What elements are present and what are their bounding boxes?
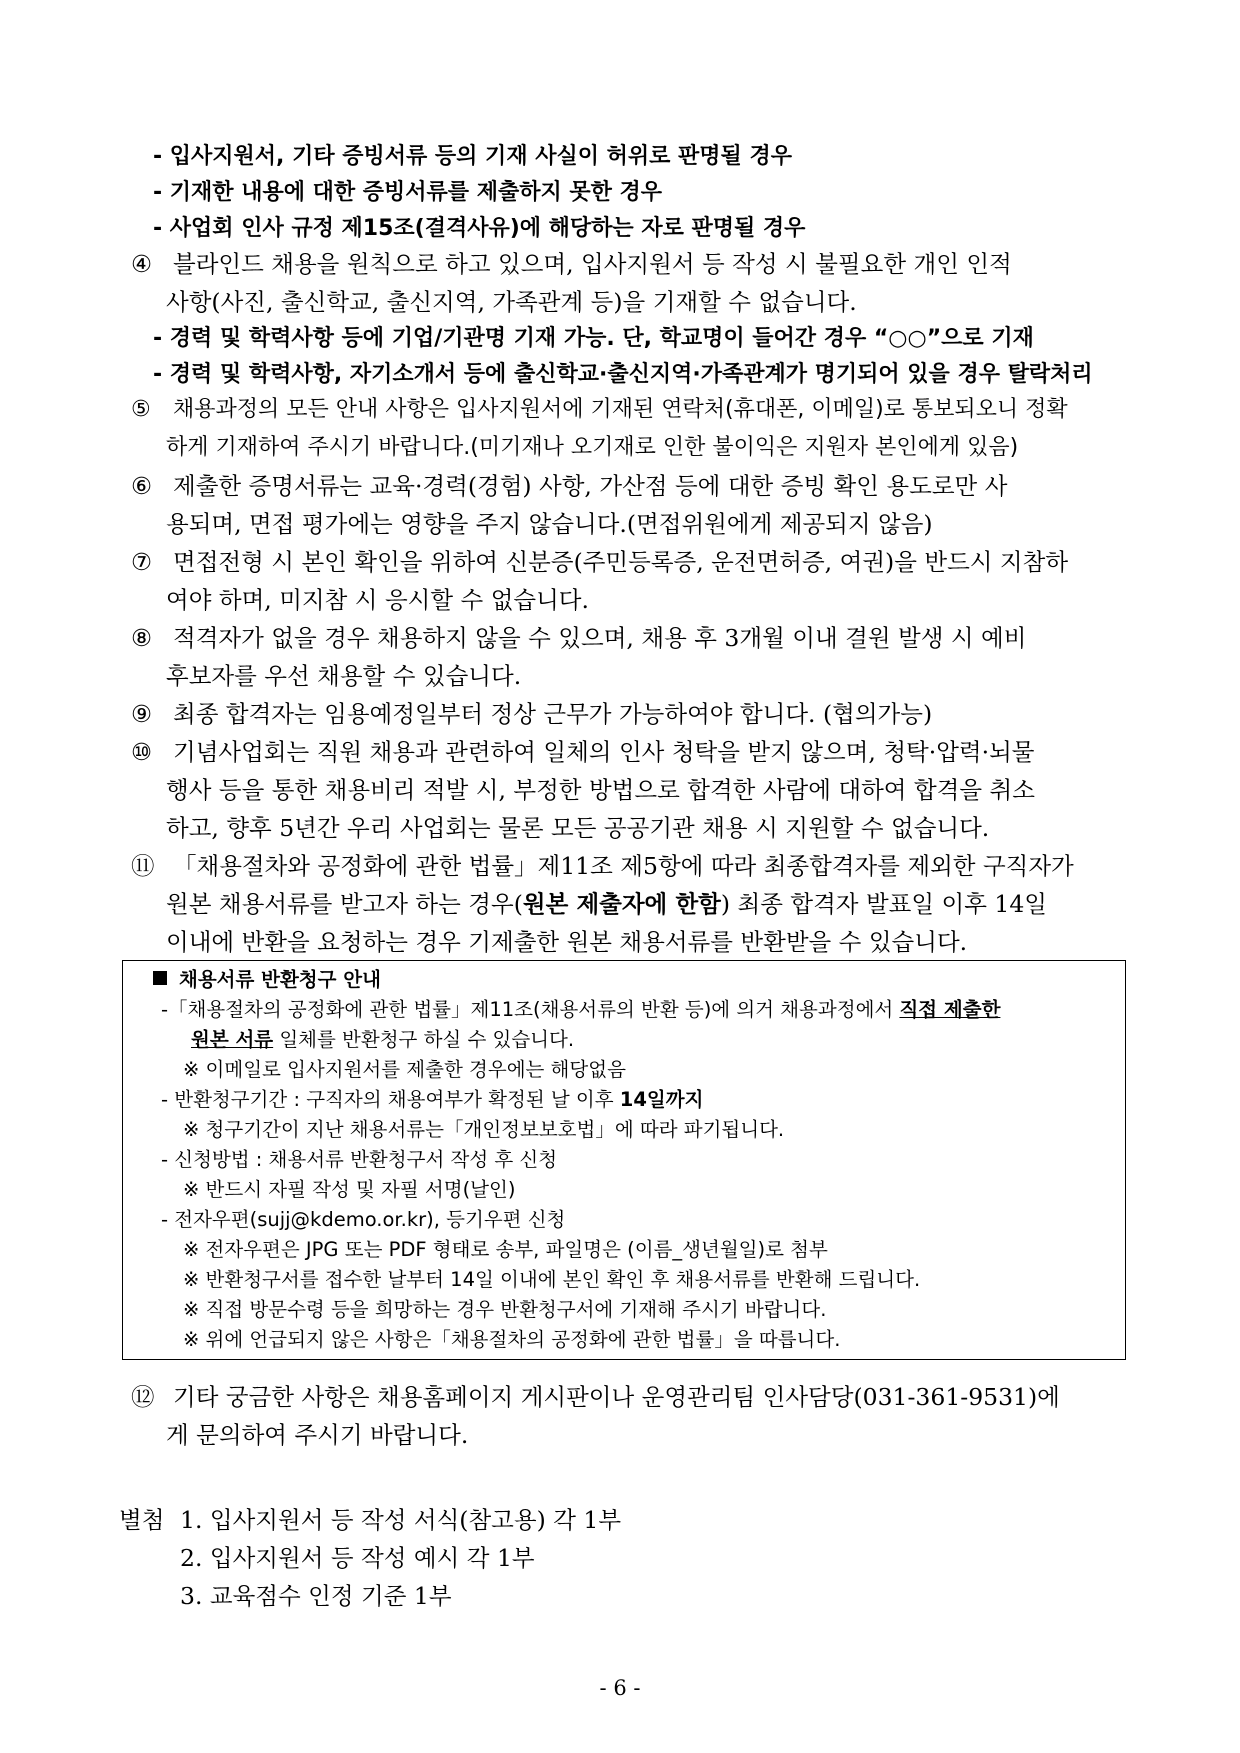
item-5-line-2: 하게 기재하여 주시기 바랍니다.(미기재나 오기재로 인한 불이익은 지원자 본인에게 있음) bbox=[166, 435, 1019, 460]
notice-line-1-text: -「채용절차의 공정화에 관한 법률」제11조(채용서류의 반환 등)에 의거 채용과정에서 bbox=[161, 998, 900, 1021]
notice-line-12: ※ 위에 언급되지 않은 사항은「채용절차의 공정화에 관한 법률」을 따릅니다. bbox=[183, 1328, 841, 1351]
item-8-number: ⑧ bbox=[131, 624, 153, 652]
bullet-missing-proof: - 기재한 내용에 대한 증빙서류를 제출하지 못한 경우 bbox=[153, 180, 663, 205]
notice-line-11: ※ 직접 방문수령 등을 희망하는 경우 반환청구서에 기재해 주시기 바랍니다. bbox=[183, 1298, 827, 1321]
item-11-number: ⑪ bbox=[131, 852, 155, 880]
notice-line-2-emphasis: 원본 서류 bbox=[191, 1028, 274, 1051]
item-6-text-1: 제출한 증명서류는 교육·경력(경험) 사항, 가산점 등에 대한 증빙 확인 용도로만 사 bbox=[173, 472, 1008, 500]
notice-line-4-emphasis: 14일까지 bbox=[619, 1088, 704, 1111]
notice-line-4-text: - 반환청구기간 : 구직자의 채용여부가 확정된 날 이후 bbox=[161, 1088, 620, 1111]
notice-line-3: ※ 이메일로 입사지원서를 제출한 경우에는 해당없음 bbox=[183, 1058, 626, 1081]
notice-line-1 bbox=[161, 995, 1000, 1025]
notice-line-5: ※ 청구기간이 지난 채용서류는「개인정보보호법」에 따라 파기됩니다. bbox=[183, 1118, 785, 1141]
item-10-line-1 bbox=[131, 735, 1034, 769]
attachment-item-2: 2. 입사지원서 등 작성 예시 각 1부 bbox=[180, 1544, 535, 1572]
item-12-text-1: 기타 궁금한 사항은 채용홈페이지 게시판이나 운영관리팀 인사담당(031-361-9531)에 bbox=[173, 1383, 1060, 1411]
notice-line-4 bbox=[161, 1085, 703, 1115]
page-number: - 6 - bbox=[599, 1676, 641, 1700]
attachment-item-3: 3. 교육점수 인정 기준 1부 bbox=[180, 1582, 452, 1610]
item-12-line-1 bbox=[131, 1380, 1060, 1414]
item-12-line-2: 게 문의하여 주시기 바랍니다. bbox=[166, 1421, 469, 1449]
item-8-line-2: 후보자를 우선 채용할 수 있습니다. bbox=[166, 662, 522, 690]
item-11-text-2b: ) 최종 합격자 발표일 이후 14일 bbox=[720, 890, 1047, 918]
item-11-line-1 bbox=[131, 849, 1074, 883]
item-5-number: ⑤ bbox=[131, 397, 151, 422]
square-bullet-icon bbox=[153, 971, 167, 985]
attachment-item-1: 1. 입사지원서 등 작성 서식(참고용) 각 1부 bbox=[180, 1506, 622, 1534]
item-4-number: ④ bbox=[131, 250, 153, 278]
notice-box-title: 채용서류 반환청구 안내 bbox=[179, 968, 381, 991]
notice-line-10: ※ 반환청구서를 접수한 날부터 14일 이내에 본인 확인 후 채용서류를 반환해 드립니다. bbox=[183, 1268, 921, 1291]
item-6-number: ⑥ bbox=[131, 472, 153, 500]
item-7-number: ⑦ bbox=[131, 548, 153, 576]
item-10-text-1: 기념사업회는 직원 채용과 관련하여 일체의 인사 청탁을 받지 않으며, 청탁·압력·뇌물 bbox=[173, 738, 1035, 766]
item-10-number: ⑩ bbox=[131, 738, 153, 766]
notice-line-1-emphasis: 직접 제출한 bbox=[899, 998, 1001, 1021]
item-4-line-2: 사항(사진, 출신학교, 출신지역, 가족관계 등)을 기재할 수 없습니다. bbox=[166, 288, 857, 316]
notice-line-9: ※ 전자우편은 JPG 또는 PDF 형태로 송부, 파일명은 (이름_생년월일)로 첨부 bbox=[183, 1238, 828, 1261]
item-5-line-1 bbox=[131, 393, 1068, 427]
item-11-line-3: 이내에 반환을 요청하는 경우 기제출한 원본 채용서류를 반환받을 수 있습니다. bbox=[166, 928, 968, 956]
item-5-text-1: 채용과정의 모든 안내 사항은 입사지원서에 기재된 연락처(휴대폰, 이메일)로 통보되오니 정확 bbox=[173, 397, 1068, 422]
item-10-line-3: 하고, 향후 5년간 우리 사업회는 물론 모든 공공기관 채용 시 지원할 수 없습니다. bbox=[166, 814, 990, 842]
item-11-text-1: 「채용절차와 공정화에 관한 법률」제11조 제5항에 따라 최종합격자를 제외한 구직자가 bbox=[173, 852, 1074, 880]
bullet-disqualification: - 사업회 인사 규정 제15조(결격사유)에 해당하는 자로 판명될 경우 bbox=[153, 216, 806, 241]
bullet-false-document: - 입사지원서, 기타 증빙서류 등의 기재 사실이 허위로 판명될 경우 bbox=[153, 144, 792, 169]
attachments-label: 별첨 bbox=[119, 1506, 165, 1534]
item-6-line-2: 용되며, 면접 평가에는 영향을 주지 않습니다.(면접위원에게 제공되지 않음) bbox=[166, 510, 933, 538]
item-4-line-1 bbox=[131, 247, 1012, 281]
item-11-text-2a: 원본 채용서류를 받고자 하는 경우( bbox=[166, 890, 523, 918]
item-9-text-1: 최종 합격자는 임용예정일부터 정상 근무가 가능하여야 합니다. (협의가능) bbox=[173, 700, 933, 728]
item-4-text-1: 블라인드 채용을 원칙으로 하고 있으며, 입사지원서 등 작성 시 불필요한 개인 인적 bbox=[173, 250, 1012, 278]
item-10-line-2: 행사 등을 통한 채용비리 적발 시, 부정한 방법으로 합격한 사람에 대하여 합격을 취소 bbox=[166, 776, 1035, 804]
item-12-number: ⑫ bbox=[131, 1383, 155, 1411]
item-9-line-1 bbox=[131, 697, 932, 731]
item-4-sub-2: - 경력 및 학력사항, 자기소개서 등에 출신학교·출신지역·가족관계가 명기되어 있을 경우 탈락처리 bbox=[153, 362, 1093, 387]
notice-box-title-row bbox=[153, 965, 381, 995]
item-8-line-1 bbox=[131, 621, 1026, 655]
item-4-sub-1: - 경력 및 학력사항 등에 기업/기관명 기재 가능. 단, 학교명이 들어간 경우 “○○”으로 기재 bbox=[153, 326, 1034, 351]
item-6-line-1 bbox=[131, 469, 1007, 503]
return-request-notice-box bbox=[122, 960, 1126, 1360]
notice-line-2-text: 일체를 반환청구 하실 수 있습니다. bbox=[273, 1028, 575, 1051]
notice-line-2 bbox=[191, 1025, 574, 1055]
notice-line-6: - 신청방법 : 채용서류 반환청구서 작성 후 신청 bbox=[161, 1148, 558, 1171]
notice-line-7: ※ 반드시 자필 작성 및 자필 서명(날인) bbox=[183, 1178, 516, 1201]
item-11-line-2 bbox=[166, 887, 1047, 921]
item-7-line-1 bbox=[131, 545, 1068, 579]
item-11-text-2-bold: 원본 제출자에 한함 bbox=[522, 890, 721, 918]
notice-line-8: - 전자우편(sujj@kdemo.or.kr), 등기우편 신청 bbox=[161, 1208, 566, 1231]
item-8-text-1: 적격자가 없을 경우 채용하지 않을 수 있으며, 채용 후 3개월 이내 결원 발생 시 예비 bbox=[173, 624, 1027, 652]
item-7-text-1: 면접전형 시 본인 확인을 위하여 신분증(주민등록증, 운전면허증, 여권)을 반드시 지참하 bbox=[173, 548, 1069, 576]
item-7-line-2: 여야 하며, 미지참 시 응시할 수 없습니다. bbox=[166, 586, 589, 614]
item-9-number: ⑨ bbox=[131, 700, 153, 728]
